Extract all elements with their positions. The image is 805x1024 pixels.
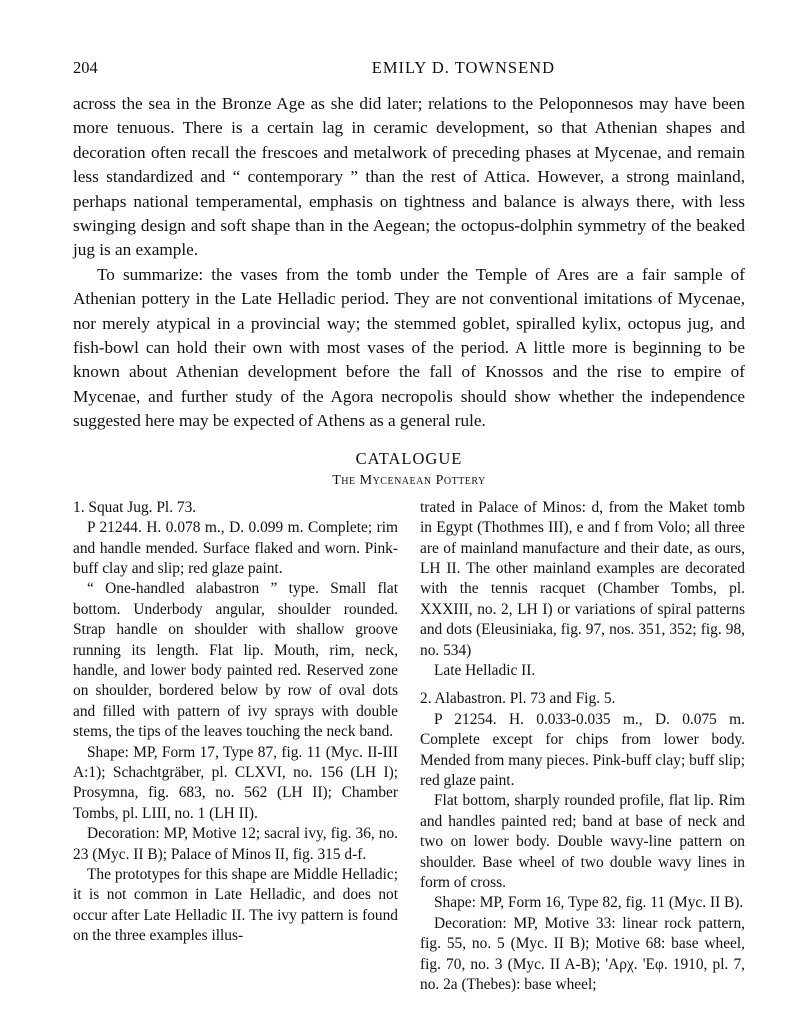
catalogue-heading: CATALOGUE bbox=[355, 448, 463, 468]
catalogue-entry-title: 2. Alabastron. Pl. 73 and Fig. 5. bbox=[420, 690, 616, 708]
right-column bbox=[420, 498, 745, 996]
paragraph: To summarize: the vases from the tomb under the Temple of Ares are a fair sample of Athenian pottery in the Late Helladic period. They are not conventional imitations of Mycenae, nor merely atypical in a provincial way; the stemmed goblet, spiralled kylix, octopus jug, and fish-bowl can hold their own with most vases of the period. A little more is beginning to be known about Athenian development before the fall of Knossos and the rise to empire of Mycenae, and further study of the Agora necropolis should show whether the independence suggested here may be expected of Athens as a general rule. bbox=[73, 264, 745, 431]
catalogue-subheading: The Mycenaean Pottery bbox=[332, 472, 486, 488]
left-column bbox=[73, 498, 398, 996]
running-author: EMILY D. TOWNSEND bbox=[371, 58, 555, 77]
paragraph: “ One-handled alabastron ” type. Small flat bottom. Underbody angular, shoulder rounded. Strap handle on shoulder with shallow groove running its length. Flat lip. Mouth, rim, neck, handle, and lower body painted red. Reserved zone on shoulder, bordered below by row of oval dots and filled with pattern of ivy sprays with double stems, the tips of the leaves touching the neck band. bbox=[73, 580, 398, 741]
intro-text bbox=[73, 92, 745, 434]
paragraph: Decoration: MP, Motive 33: linear rock pattern, fig. 55, no. 5 (Myc. II B); Motive 68: base wheel, fig. 70, no. 3 (Myc. II A-B); 'Αρχ. 'Εφ. 1910, pl. 7, no. 2a (Thebes): base wheel; bbox=[420, 914, 745, 994]
catalogue-entry-title: 1. Squat Jug. Pl. 73. bbox=[73, 498, 197, 516]
paragraph: The prototypes for this shape are Middle Helladic; it is not common in Late Helladic, and does not occur after Late Helladic II. The ivy pattern is found on the three examples illus- bbox=[73, 866, 398, 945]
catalogue-columns bbox=[73, 498, 745, 996]
running-header bbox=[73, 58, 745, 78]
paragraph: P 21254. H. 0.033-0.035 m., D. 0.075 m. Complete except for chips from lower body. Mended from many pieces. Pink-buff clay; buff slip; red glaze paint. bbox=[420, 710, 745, 789]
page-number: 204 bbox=[73, 58, 98, 77]
page bbox=[73, 58, 745, 995]
paragraph-continued: trated in Palace of Minos: d, from the Maket tomb in Egypt (Thothmes III), e and f from Volo; all three are of mainland manufacture and their date, as ours, LH II. The other mainland examples are decorated with the tennis racquet (Chamber Tombs, pl. XXXIII, no. 2, LH I) or variations of spiral patterns and dots (Eleusiniaka, fig. 97, nos. 351, 352; fig. 98, no. 534) bbox=[420, 498, 745, 659]
paragraph: Decoration: MP, Motive 12; sacral ivy, fig. 36, no. 23 (Myc. II B); Palace of Minos II, fig. 315 d-f. bbox=[73, 825, 398, 863]
paragraph: P 21244. H. 0.078 m., D. 0.099 m. Complete; rim and handle mended. Surface flaked and worn. Pink-buff clay and slip; red glaze paint. bbox=[73, 519, 398, 577]
paragraph: Shape: MP, Form 16, Type 82, fig. 11 (Myc. II B). bbox=[434, 894, 744, 912]
paragraph: Shape: MP, Form 17, Type 87, fig. 11 (Myc. II-III A:1); Schachtgräber, pl. CLXVI, no. 156 (LH I); Prosymna, fig. 683, no. 562 (LH II); Chamber Tombs, pl. LIII, no. 1 (LH II). bbox=[73, 743, 398, 822]
paragraph: Late Helladic II. bbox=[434, 661, 536, 679]
paragraph: Flat bottom, sharply rounded profile, flat lip. Rim and handles painted red; band at base of neck and two on lower body. Double wavy-line pattern on shoulder. Base wheel of two double wavy lines in form of cross. bbox=[420, 792, 745, 891]
paragraph: across the sea in the Bronze Age as she did later; relations to the Peloponnesos may have been more tenuous. There is a certain lag in ceramic development, so that Athenian shapes and decoration often recall the frescoes and metalwork of preceding phases at Mycenae, and remain less standardized and “ contemporary ” than the rest of Attica. However, a strong mainland, perhaps national temperamental, emphasis on tightness and balance is always there, with less swinging design and soft shape than in the Aegean; the octopus-dolphin symmetry of the beaked jug is an example. bbox=[73, 94, 745, 260]
